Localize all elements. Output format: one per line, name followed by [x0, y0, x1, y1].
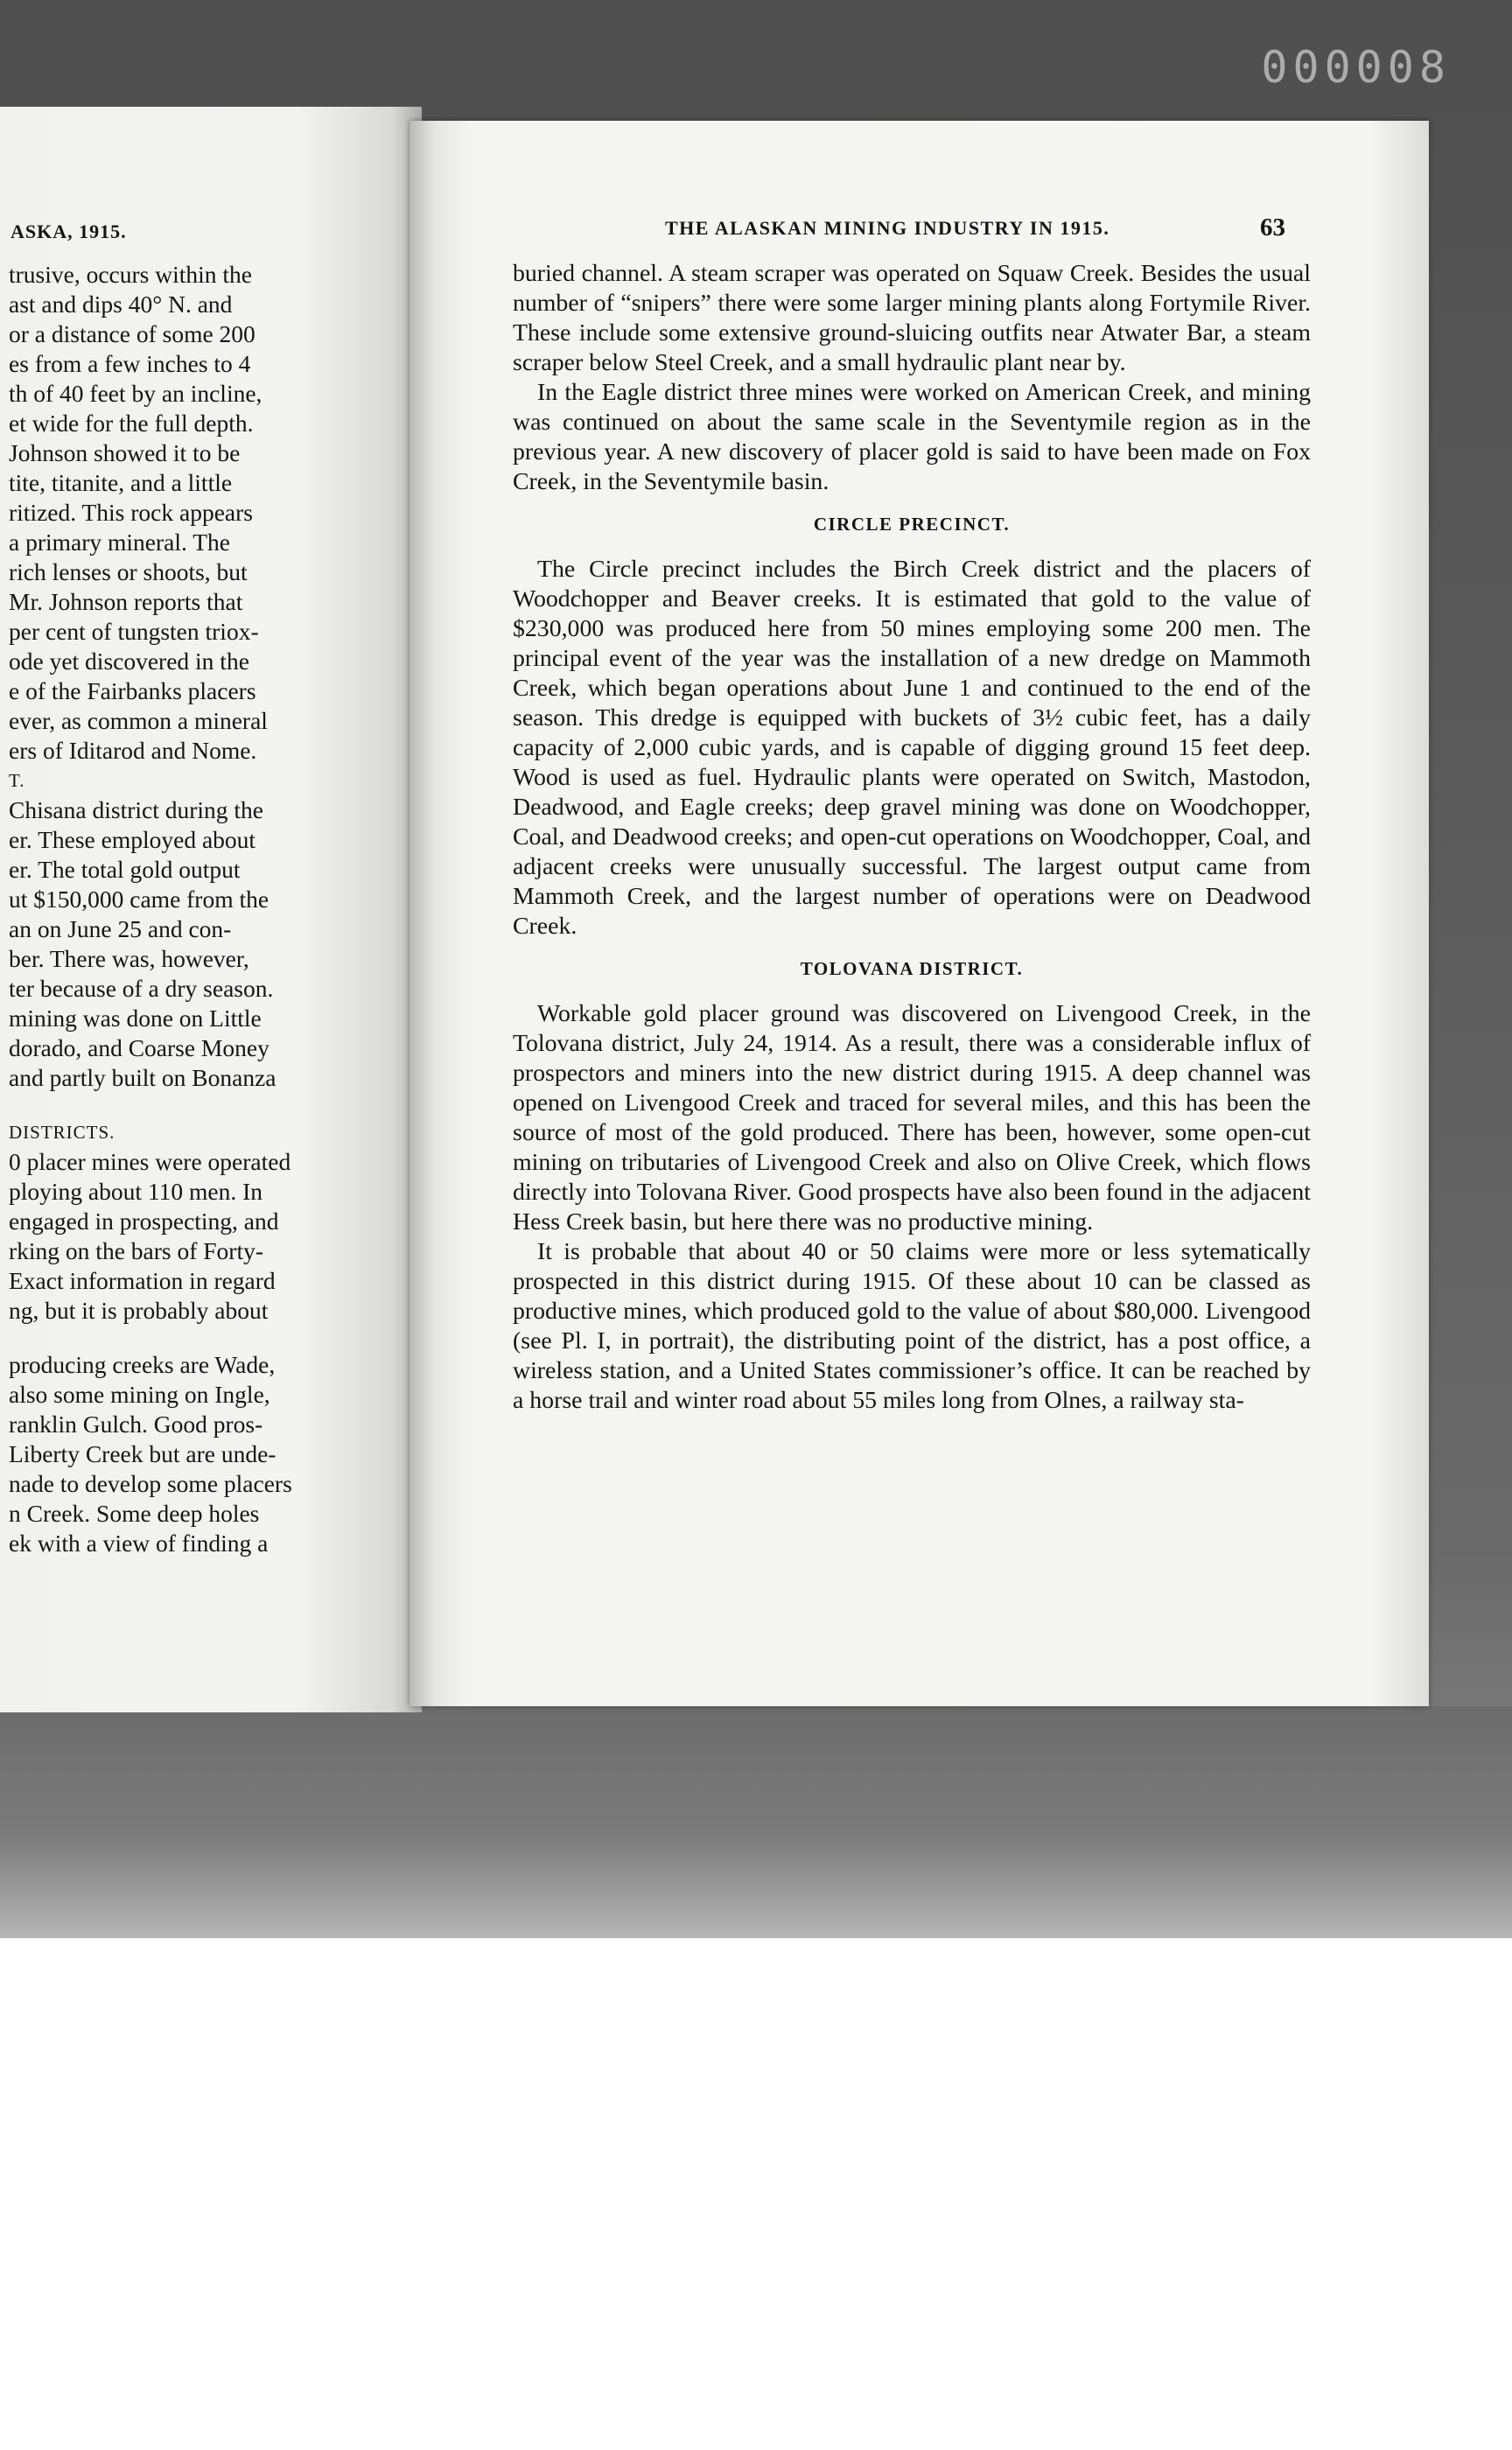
left-page-line: es from a few inches to 4 [9, 350, 251, 377]
left-page-line: ode yet discovered in the [9, 648, 249, 675]
left-page-line: per cent of tungsten triox- [9, 618, 259, 645]
paragraph-circle: The Circle precinct includes the Birch Creek district and the placers of Woodchopper and Beaver creeks. It is estimated that gold to the value of $230,000 was produced here from 50 mines employing some 200 men. The principal event of the year was the installation of a new dredge on Mammoth Creek, which began operations about June 1 and continued to the end of the season. This dredge is equipped with buckets of 3½ cubic feet, has a daily capacity of 2,000 cubic yards, and is capable of digging ground 15 feet deep. Wood is used as fuel. Hydraulic plants were operated on Switch, Mastodon, Deadwood, and Eagle creeks; deep gravel mining was done on Woodchopper, Coal, and Deadwood creeks; and open-cut operations on Woodchopper, Coal, and adjacent creeks were unusually successful. The largest output came from Mammoth Creek, and the largest number of operations were on Deadwood Creek. [513, 556, 1311, 940]
left-running-head: ASKA, 1915. [10, 220, 127, 242]
left-page-line: ast and dips 40° N. and [9, 290, 233, 318]
paragraph-eagle: In the Eagle district three mines were worked on American Creek, and mining was continued on about the same scale in the Seventymile region as in the previous year. A new discovery of placer gold is said to have been made on Fox Creek, in the Seventymile basin. [513, 379, 1311, 495]
left-page-line: dorado, and Coarse Money [9, 1034, 270, 1061]
left-page-lines-3 [9, 1147, 332, 1326]
heading-tolovana-district: TOLOVANA DISTRICT. [800, 958, 1024, 979]
left-page-line: Chisana district during the [9, 796, 263, 823]
left-page-line: ritized. This rock appears [9, 499, 253, 526]
paragraph-tolovana: Workable gold placer ground was discovered on Livengood Creek, in the Tolovana district, July 24, 1914. As a result, there was a considerable influx of prospectors and miners into the new district during 1915. A deep channel was opened on Livengood Creek and traced for several miles, and this has been the source of most of the gold produced. There has been, however, some open-cut mining on tributaries of Livengood Creek and also on Olive Creek, which flows directly into Tolovana River. Good prospects have also been found in the adjacent Hess Creek basin, but here there was no productive mining. [513, 1000, 1311, 1236]
left-page-line: er. The total gold output [9, 856, 241, 883]
left-page-lines-1 [9, 260, 332, 766]
left-facing-page [0, 107, 422, 1712]
left-section-head-1: T. [9, 770, 25, 791]
running-head: THE ALASKAN MINING INDUSTRY IN 1915. [665, 217, 1110, 239]
left-page-line: ranklin Gulch. Good pros- [9, 1410, 263, 1438]
page-body [513, 259, 1311, 1416]
left-page-line: trusive, occurs within the [9, 261, 252, 288]
left-page-line: er. These employed about [9, 826, 256, 853]
left-page-line: nade to develop some placers [9, 1470, 292, 1497]
scan-stamp-number: 000008 [1261, 42, 1451, 93]
left-page-line: e of the Fairbanks placers [9, 677, 256, 704]
left-page-line: ut $150,000 came from the [9, 886, 270, 913]
left-page-line: or a distance of some 200 [9, 320, 256, 347]
left-page-line: engaged in prospecting, and [9, 1208, 279, 1235]
left-section-head-2: DISTRICTS. [9, 1122, 116, 1143]
left-page-line: Exact information in regard [9, 1267, 276, 1294]
left-page-line: ek with a view of finding a [9, 1530, 269, 1557]
left-page-line: an on June 25 and con- [9, 915, 232, 942]
left-page-line: et wide for the full depth. [9, 410, 254, 437]
left-page-lines-2 [9, 795, 332, 1093]
left-page-line: Mr. Johnson reports that [9, 588, 243, 615]
left-page-line: rich lenses or shoots, but [9, 558, 248, 585]
paragraph-livengood: It is probable that about 40 or 50 claims were more or less sytematically prospected in this district during 1915. Of these about 10 can be classed as productive mines, which produced gold to the value of about $80,000. Livengood (see Pl. I, in portrait), the distributing point of the district, has a post office, a wireless station, and a United States commissioner’s office. It can be reached by a horse trail and winter road about 55 miles long from Olnes, a railway sta- [513, 1238, 1311, 1414]
scan-lower-band [0, 1706, 1512, 1938]
left-page-line: Johnson showed it to be [9, 439, 241, 466]
left-page-text [9, 260, 332, 1558]
left-page-line: ers of Iditarod and Nome. [9, 737, 257, 764]
left-page-line: mining was done on Little [9, 1004, 262, 1032]
left-page-line: ever, as common a mineral [9, 707, 268, 734]
paragraph-fortymile: buried channel. A steam scraper was operated on Squaw Creek. Besides the usual number of “snipers” there were some larger mining plants along Fortymile River. These include some extensive ground-sluicing outfits near Atwater Bar, a steam scraper below Steel Creek, and a small hydraulic plant near by. [513, 260, 1311, 376]
left-page-line: a primary mineral. The [9, 528, 231, 556]
left-page-line: producing creeks are Wade, [9, 1351, 276, 1378]
left-page-line: ploying about 110 men. In [9, 1178, 262, 1205]
left-page-line: ter because of a dry season. [9, 975, 274, 1002]
left-page-line: n Creek. Some deep holes [9, 1500, 260, 1527]
left-page-line: tite, titanite, and a little [9, 469, 233, 496]
left-page-line: Liberty Creek but are unde- [9, 1440, 276, 1467]
left-page-line: also some mining on Ingle, [9, 1381, 270, 1408]
heading-circle-precinct: CIRCLE PRECINCT. [813, 514, 1011, 535]
left-page-lines-4 [9, 1350, 332, 1558]
page-number: 63 [1260, 214, 1285, 242]
left-page-line: ng, but it is probably about [9, 1297, 269, 1324]
left-page-line: 0 placer mines were operated [9, 1148, 291, 1175]
left-page-line: ber. There was, however, [9, 945, 249, 972]
right-page [410, 121, 1429, 1706]
left-page-line: rking on the bars of Forty- [9, 1237, 263, 1264]
left-page-line: and partly built on Bonanza [9, 1064, 276, 1091]
left-page-line: th of 40 feet by an incline, [9, 380, 262, 407]
